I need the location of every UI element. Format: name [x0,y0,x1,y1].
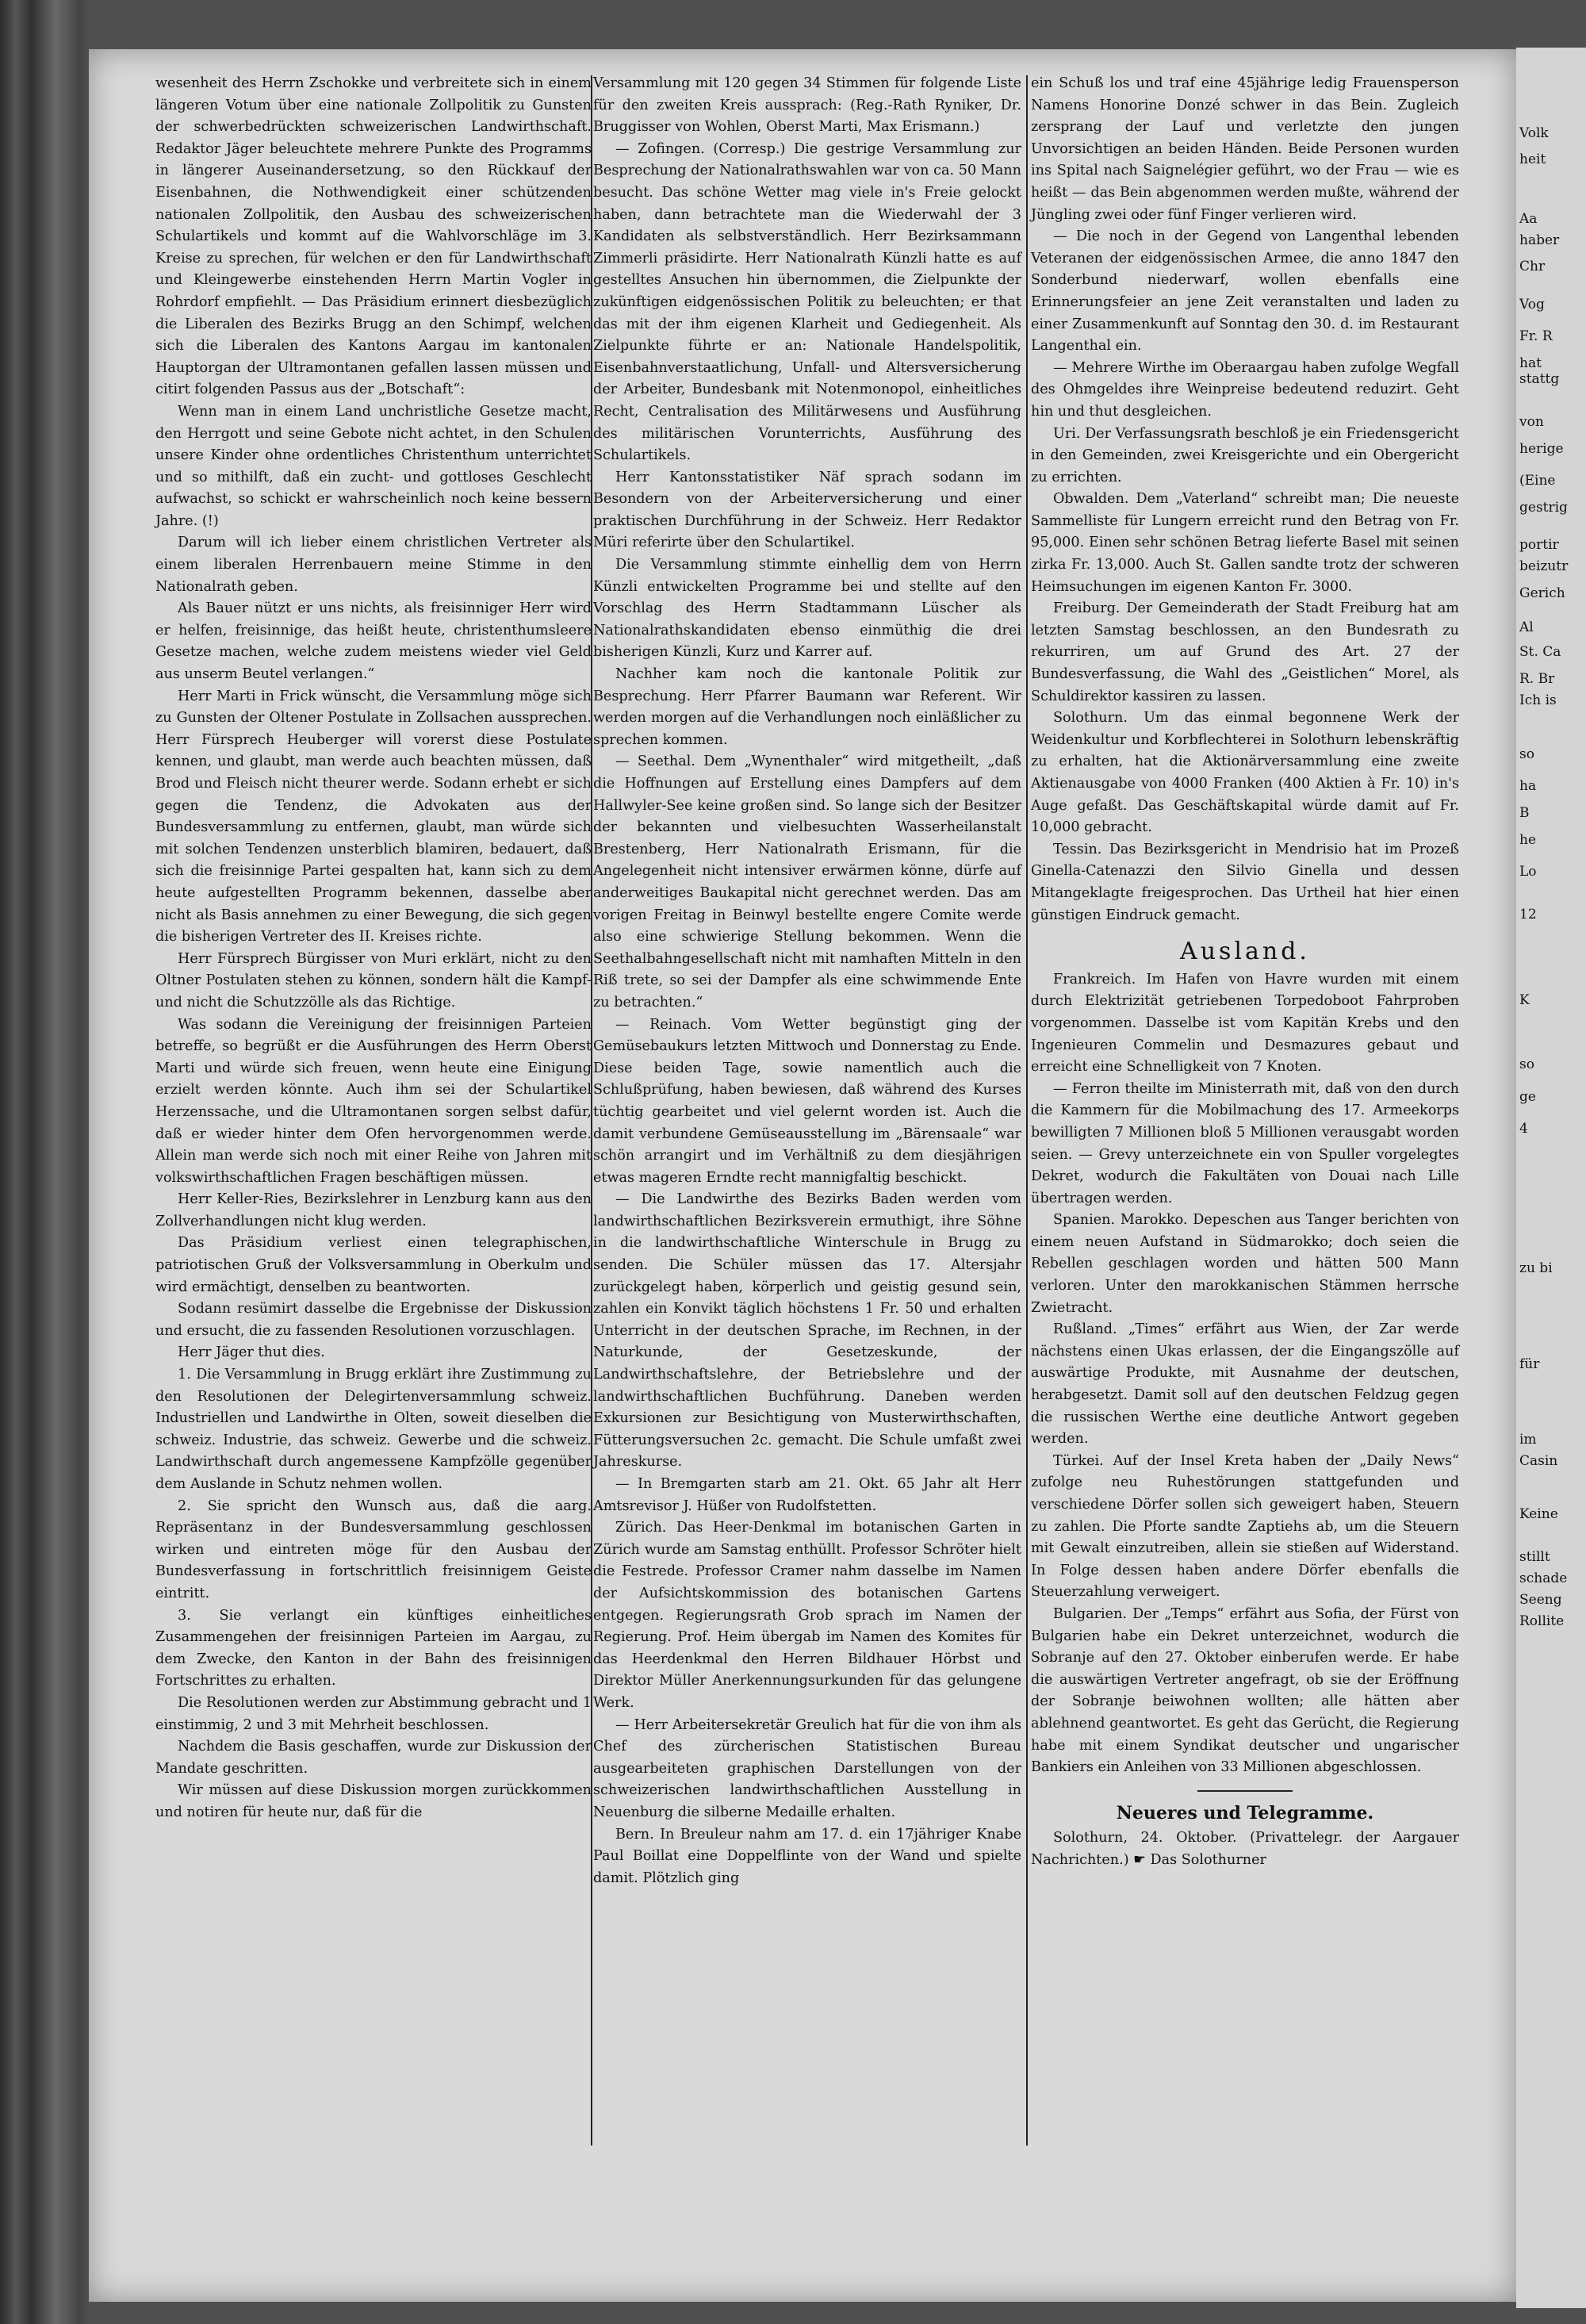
column-3-paragraph: Freiburg. Der Gemeinderath der Stadt Freiburg hat am letzten Samstag beschlossen, an den Bundesrath zu rekurriren, um auf Grund des Art. 27 der Bundesverfassung, die Wahl des „Geistlichen“ Morel, als Schuldirektor kassiren zu lassen. [1031,600,1459,704]
column-3-paragraph: Tessin. Das Bezirksgericht in Mendrisio hat im Prozeß Ginella-Catenazzi den Silvio Ginella und dessen Mitangeklagte freigesprochen. Das Urtheil hat hier einen günstigen Eindruck gemacht. [1031,841,1459,923]
ausland-paragraph: Rußland. „Times“ erfährt aus Wien, der Zar werde nächstens einen Ukas erlassen, der die Eingangszölle auf auswärtige Produkte, mit Ausnahme der deutschen, herabgesetzt. Damit soll auf den deutschen Feldzug gegen die russischen Werthe eine deutliche Antwort gegeben werden. [1031,1321,1459,1448]
edge-fragment: gestrig [1519,500,1568,516]
edge-fragment: Ich is [1519,692,1557,708]
column-2-paragraph: Bern. In Breuleur nahm am 17. d. ein 17jähriger Knabe Paul Boillat eine Doppelflinte von der Wand und spielte damit. Plötzlich ging [593,1826,1021,1886]
column-1-paragraph: wesenheit des Herrn Zschokke und verbreitete sich in einem längeren Votum über eine nationale Zollpolitik zu Gunsten der schwerbedrückten schweizerischen Landwirthschaft. Redaktor Jäger beleuchtete mehrere Punkte des Programms in längerer Auseinandersetzung, so den Rückkauf der Eisenbahnen, die Nothwendigkeit einer schützenden nationalen Zollpolitik, den Ausbau des schweizerischen Schulartikels und kommt auf die Wahlvorschläge im 3. Kreise zu sprechen, für welchen er den für Landwirthschaft und Kleingewerbe einstehenden Herrn Martin Vogler in Rohrdorf empfiehlt. — Das Präsidium erinnert diesbezüglich die Liberalen des Bezirks Brugg an den Schimpf, welchen sich die Liberalen des Kantons Aargau im kantonalen Hauptorgan der Ultramontanen gefallen lassen müssen und citirt folgenden Passus aus der „Botschaft“: [155,75,592,398]
telegrams-heading: Neueres und Telegramme. [1116,1802,1374,1824]
column-1-paragraph: Nachdem die Basis geschaffen, wurde zur Diskussion der Mandate geschritten. [155,1739,592,1777]
edge-fragment: he [1519,831,1537,848]
telegram-paragraph: Solothurn, 24. Oktober. (Privattelegr. der Aargauer Nachrichten.) ☛ Das Solothurner [1031,1830,1459,1868]
edge-fragment: von [1519,414,1544,430]
column-2-paragraph: — Herr Arbeitersekretär Greulich hat für die von ihm als Chef des zürcherischen Statistischen Bureau ausgearbeiteten graphischen Darstellungen von der schweizerischen landwirthschaftlichen Ausstellung in Neuenburg die silberne Medaille erhalten. [593,1716,1021,1820]
column-3-paragraph: ein Schuß los und traf eine 45jährige ledig Frauensperson Namens Honorine Donzé schwer in das Bein. Zugleich zersprang der Lauf und verletzte den jungen Unvorsichtigen an beiden Händen. Beide Personen wurden ins Spital nach Saignelégier geführt, wo der Frau — wie es heißt — das Bein abgenommen werden mußte, während der Jüngling zwei oder fünf Finger verlieren wird. [1031,75,1459,223]
edge-fragment: so [1519,746,1534,762]
column-3-paragraph: Uri. Der Verfassungsrath beschloß je ein Friedensgericht in den Gemeinden, zwei Kreisgerichte und ein Obergericht zu errichten. [1031,425,1459,485]
column-2-paragraph: — In Bremgarten starb am 21. Okt. 65 Jahr alt Herr Amtsrevisor J. Hüßer von Rudolfstetten. [593,1476,1021,1514]
column-2-paragraph: Nachher kam noch die kantonale Politik zur Besprechung. Herr Pfarrer Baumann war Referent. Wir werden morgen auf die Verhandlungen noch einläßlicher zu sprechen kommen. [593,666,1021,748]
edge-fragment: hat [1519,355,1542,371]
edge-fragment: R. Br [1519,671,1555,687]
column-1-paragraph: Wir müssen auf diese Diskussion morgen zurückkommen und notiren für heute nur, daß für die [155,1782,592,1820]
column-1-paragraph: Herr Fürsprech Bürgisser von Muri erklärt, nicht zu den Oltner Postulaten stehen zu können, sondern hält die Kampf- und nicht die Schutzzölle als das Richtige. [155,950,592,1011]
column-3 [1031,73,1459,1872]
column-3-paragraph: Obwalden. Dem „Vaterland“ schreibt man; Die neueste Sammelliste für Lungern erreicht rund den Betrag von Fr. 95,000. Einen sehr schönen Betrag lieferte Basel mit seinen zirka Fr. 13,000. Auch St. Gallen sandte trotz der schweren Heimsuchungen im eigenen Kanton Fr. 3000. [1031,491,1459,595]
edge-fragment: Lo [1519,864,1537,880]
column-1-paragraph: Was sodann die Vereinigung der freisinnigen Parteien betreffe, so begrüßt er die Ausführungen des Herrn Oberst Marti und würde sich freuen, wenn heute eine Einigung erzielt werden könnte. Auch ihm sei der Schulartikel Herzenssache, und die Ultramontanen sorgen selbst dafür, daß er wieder hinter dem Ofen hervorgenommen werde. Allein man werde sich noch mit einer Reihe von Jahren mit volkswirthschaftlichen Fragen beschäftigen müssen. [155,1016,592,1186]
edge-fragment: Casin [1519,1452,1558,1469]
column-1-paragraph: Wenn man in einem Land unchristliche Gesetze macht, den Herrgott und seine Gebote nicht achtet, in den Schulen unsere Kinder ohne ordentliches Christenthum unterrichtet und so mithilft, daß ein zucht- und gottloses Geschlecht aufwachst, so schickt er wahrscheinlich noch keine bessern Jahre. (!) [155,403,592,529]
edge-fragment: Al [1519,619,1534,636]
edge-fragment: für [1519,1356,1540,1372]
column-2-paragraph: Herr Kantonsstatistiker Näf sprach sodann im Besondern von der Arbeiterversicherung und einer praktischen Durchführung in der Schweiz. Herr Redaktor Müri referirte über den Schulartikel. [593,469,1021,551]
edge-fragment: Keine [1519,1506,1558,1522]
column-2-paragraph: — Die Landwirthe des Bezirks Baden werden vom landwirthschaftlichen Bezirksverein ermuthigt, ihre Söhne in die landwirthschaftliche Winterschule in Brugg zu senden. Die Schüler müssen das 17. Altersjahr zurückgelegt haben, körperlich und geistig gesund sein, zahlen ein Konvikt täglich höchstens 1 Fr. 50 und erhalten Unterricht in der deutschen Sprache, im Rechnen, in der Naturkunde, der Gesetzeskunde, der Landwirthschaftslehre, der Betriebslehre und der landwirthschaftlichen Buchführung. Daneben werden Exkursionen zur Besichtigung von Musterwirthschaften, Fütterungsversuchen 2c. gemacht. Die Schule umfaßt zwei Jahreskurse. [593,1191,1021,1471]
column-1-paragraph: 3. Sie verlangt ein künftiges einheitliches Zusammengehen der freisinnigen Parteien im Aargau, zu dem Zwecke, den Kanton in der Bahn des freisinnigen Fortschrittes zu erhalten. [155,1607,592,1689]
edge-fragment: Seeng [1519,1592,1562,1608]
column-2-paragraph: — Reinach. Vom Wetter begünstigt ging der Gemüsebaukurs letzten Mittwoch und Donnerstag zu Ende. Diese beiden Tage, sowie namentlich auch die Schlußprüfung, haben bewiesen, daß während des Kurses tüchtig gearbeitet und viel gelernt worden ist. Auch die damit verbundene Gemüseausstellung im „Bärensaale“ war schön arrangirt und im Verhältniß zu dem diesjährigen etwas mageren Erndte recht mannigfaltig beschickt. [593,1016,1021,1186]
edge-fragment: Chr [1519,259,1546,275]
column-3-paragraph: Solothurn. Um das einmal begonnene Werk der Weidenkultur und Korbflechterei in Solothurn lebenskräftig zu erhalten, hat die Aktionärversammlung eine zweite Aktienausgabe von 4000 Franken (400 Aktien à Fr. 10) in's Auge gefaßt. Das Geschäftskapital würde damit auf Fr. 10,000 gebracht. [1031,710,1459,836]
edge-fragment: St. Ca [1519,644,1561,661]
edge-fragment: im [1519,1431,1537,1448]
edge-fragment: beizutr [1519,558,1569,575]
ausland-paragraph: — Ferron theilte im Ministerrath mit, daß von den durch die Kammern für die Mobilmachung des 17. Armeekorps bewilligten 7 Millionen bloß 5 Millionen verausgabt worden seien. — Grevy unterzeichnete ein von Spuller vorgelegtes Dekret, wodurch die Fakultäten von Douai nach Lille übertragen werden. [1031,1080,1459,1206]
column-3-inland [1031,73,1459,926]
column-2-paragraph: — Seethal. Dem „Wynenthaler“ wird mitgetheilt, „daß die Hoffnungen auf Erstellung eines Dampfers auf dem Hallwyler-See keine großen sind. So lange sich der Besitzer der bekannten und vielbesuchten Wasserheilanstalt Brestenberg, Herr Nationalrath Erismann, für die Angelegenheit nicht intensiver erwärmen könne, dürfe auf anderweitiges Baukapital nicht gerechnet werden. Das am vorigen Freitag in Beinwyl bestellte engere Comite werde also eine schwierige Stellung bekommen. Wenn die Seethalbahngesellschaft nicht mit namhaften Mitteln in den Riß trete, so sei der Dampfer als eine schwimmende Ente zu betrachten.“ [593,754,1021,1011]
column-2 [593,73,1021,1889]
edge-fragment: so [1519,1057,1534,1072]
ausland-heading: Ausland. [1180,938,1310,966]
ausland-paragraph: Frankreich. Im Hafen von Havre wurden mit einem durch Elektrizität getriebenen Torpedoboot Fahrproben vorgenommen. Dasselbe ist vom Kapitän Krebs und den Ingenieuren Commelin und Desmazures gebaut und erreicht eine Schnelligkeit von 7 Knoten. [1031,971,1459,1076]
column-1-paragraph: 2. Sie spricht den Wunsch aus, daß die aarg. Repräsentanz in der Bundesversammlung geschlossen wirken und eintreten möge für den Ausbau der Bundesverfassung in fortschrittlich freisinnigem Geiste eintritt. [155,1498,592,1601]
edge-fragment: ha [1519,778,1537,794]
column-1 [155,73,592,1824]
column-rule-2 [1026,75,1028,2146]
edge-fragment: zu bi [1519,1260,1553,1276]
edge-fragment: stillt [1519,1549,1550,1565]
ausland-paragraph: Türkei. Auf der Insel Kreta haben der „Daily News“ zufolge neu Ruhestörungen stattgefunden und verschiedene Dörfer sollen sich geweigert haben, Steuern zu zahlen. Die Pforte sandte Zaptiehs ab, um die Steuern mit Gewalt einzutreiben, allein sie stießen auf Widerstand. In Folge dessen haben andere Dörfer ebenfalls die Steuerzahlung verweigert. [1031,1452,1459,1601]
edge-fragment: heit [1519,151,1546,168]
column-3-ausland [1031,969,1459,1779]
section-divider [1197,1790,1293,1792]
edge-fragment: Gerich [1519,585,1565,601]
edge-fragment: haber [1519,232,1560,248]
edge-fragment: (Eine [1519,473,1556,489]
column-1-paragraph: Sodann resümirt dasselbe die Ergebnisse der Diskussion und ersucht, die zu fassenden Resolutionen vorzuschlagen. [155,1301,592,1339]
column-1-paragraph: Darum will ich lieber einem christlichen Vertreter als einem liberalen Herrenbauern meine Stimme in den Nationalrath geben. [155,535,592,595]
edge-fragment: 4 [1519,1121,1528,1137]
column-1-paragraph: Die Resolutionen werden zur Abstimmung gebracht und 1 einstimmig, 2 und 3 mit Mehrheit beschlossen. [155,1694,592,1733]
column-1-paragraph: Herr Marti in Frick wünscht, die Versammlung möge sich zu Gunsten der Oltener Postulate in Zollsachen aussprechen. Herr Fürsprech Heuberger will vorerst diese Postulate kennen, und glaubt, man werde auch beachten müssen, daß Brod und Fleisch nicht theurer werde. Sodann erhebt er sich gegen die Tendenz, die Advokaten aus der Bundesversammlung zu entfernen, glaubt, man würde sich mit solchen Tendenzen unsterblich blamiren, bedauert, daß sich die freisinnige Partei gespalten hat, kann sich zu dem heute aufgestellten Programm bekennen, dasselbe aber nicht als Basis annehmen zu einer Bewegung, die sich gegen die bisherigen Vertreter des II. Kreises richte. [155,688,592,945]
edge-fragment: ge [1519,1088,1536,1105]
ausland-paragraph: Spanien. Marokko. Depeschen aus Tanger berichten von einem neuen Aufstand in Südmarokko; doch seien die Rebellen geschlagen worden und hätten 500 Mann verloren. Unter den marokkanischen Stämmen herrsche Zwietracht. [1031,1212,1459,1316]
edge-fragment: Aa [1519,210,1538,227]
edge-fragment: Volk [1519,125,1549,141]
column-1-paragraph: Das Präsidium verliest einen telegraphischen, patriotischen Gruß der Volksversammlung in Oberkulm und wird ermächtigt, denselben zu beantworten. [155,1235,592,1295]
column-3-paragraph: — Die noch in der Gegend von Langenthal lebenden Veteranen der eidgenössischen Armee, die anno 1847 den Sonderbund niederwarf, wollen ebenfalls eine Erinnerungsfeier an jene Zeit veranstalten und laden zu einer Zusammenkunft auf Sonntag den 30. d. im Restaurant Langenthal ein. [1031,228,1459,355]
column-1-paragraph: 1. Die Versammlung in Brugg erklärt ihre Zustimmung zu den Resolutionen der Delegirtenversammlung schweiz. Industriellen und Landwirthe in Olten, soweit dieselben die schweiz. Industrie, das schweiz. Gewerbe und die schweiz. Landwirthschaft durch angemessene Kampfzölle gegenüber dem Auslande in Schutz nehmen wollen. [155,1367,592,1492]
edge-fragment: K [1519,992,1530,1008]
adjacent-page-edge [1516,48,1586,2308]
column-1-paragraph: Herr Keller-Ries, Bezirkslehrer in Lenzburg kann aus den Zollverhandlungen nicht klug werden. [155,1191,592,1229]
column-3-paragraph: — Mehrere Wirthe im Oberaargau haben zufolge Wegfall des Ohmgeldes ihre Weinpreise bedeutend reduzirt. Geht hin und thut desgleichen. [1031,359,1459,420]
edge-fragment: portir [1519,537,1559,554]
column-1-paragraph: Herr Jäger thut dies. [178,1344,325,1361]
ausland-paragraph: Bulgarien. Der „Temps“ erfährt aus Sofia, der Fürst von Bulgarien habe ein Dekret unterzeichnet, wodurch die Sobranje auf den 27. Oktober einberufen werde. Er habe die auswärtigen Vertreter angefragt, ob sie der Eröffnung der Sobranje beiwohnen wollten; alle hätten aber ablehnend geantwortet. Es geht das Gerücht, die Regierung habe mit einem Syndikat deutscher und ungarischer Bankiers ein Anleihen von 33 Millionen abgeschlossen. [1031,1605,1459,1776]
column-2-paragraph: — Zofingen. (Corresp.) Die gestrige Versammlung zur Besprechung der Nationalrathswahlen war von ca. 50 Mann besucht. Das schöne Wetter mag viele in's Freie gelockt haben, dann betrachtete man die Wiederwahl der 3 Kandidaten als selbstverständlich. Herr Bezirksammann Zimmerli präsidirte. Herr Nationalrath Künzli hatte es auf gestelltes Ansuchen hin übernommen, die Zielpunkte der zukünftigen eidgenössischen Politik zu beleuchten; er that das mit der ihm eigenen Klarheit und Gediegenheit. Als Zielpunkte führte er an: Nationale Handelspolitik, Eisenbahnverstaatlichung, Unfall- und Altersversicherung der Arbeiter, Bundesbank mit Notenmonopol, einheitliches Recht, Centralisation des Militärwesens und Ausführung des militärischen Vorunterrichts, Ausführung des Schulartikels. [593,140,1021,464]
edge-fragment: Fr. R [1519,328,1553,344]
edge-fragment: stattg [1519,371,1560,387]
edge-fragment: 12 [1519,907,1537,922]
column-1-paragraph: Als Bauer nützt er uns nichts, als freisinniger Herr wird er helfen, freisinnige, das heißt heute, christenthumsleere Gesetze machen, welche zudem meistens wieder viel Geld aus unserm Beutel verlangen.“ [155,600,592,683]
edge-fragment: Rollite [1519,1613,1565,1629]
edge-fragment: schade [1519,1570,1568,1586]
edge-fragment: B [1519,804,1530,821]
column-2-paragraph: Versammlung mit 120 gegen 34 Stimmen für folgende Liste für den zweiten Kreis aussprach: (Reg.-Rath Ryniker, Dr. Bruggisser von Wohlen, Oberst Marti, Max Erismann.) [593,75,1021,136]
column-2-paragraph: Die Versammlung stimmte einhellig dem von Herrn Künzli entwickelten Programme bei und stellte auf den Vorschlag des Herrn Stadtammann Lüscher als Nationalrathskandidaten ebenso einmüthig die drei bisherigen Künzli, Kurz und Karrer auf. [593,557,1021,661]
column-2-paragraph: Zürich. Das Heer-Denkmal im botanischen Garten in Zürich wurde am Samstag enthüllt. Professor Schröter hielt die Festrede. Professor Cramer nahm dasselbe im Namen der Aufsichtskommission des botanischen Gartens entgegen. Regierungsrath Grob sprach im Namen der Regierung. Prof. Heim übergab im Namen des Komites für das Heerdenkmal den Herren Bildhauer Hörbst und Direktor Müller Anerkennungsurkunden für das gelungene Werk. [593,1520,1021,1711]
edge-fragment: herige [1519,440,1564,457]
edge-fragment: Vog [1519,296,1545,313]
